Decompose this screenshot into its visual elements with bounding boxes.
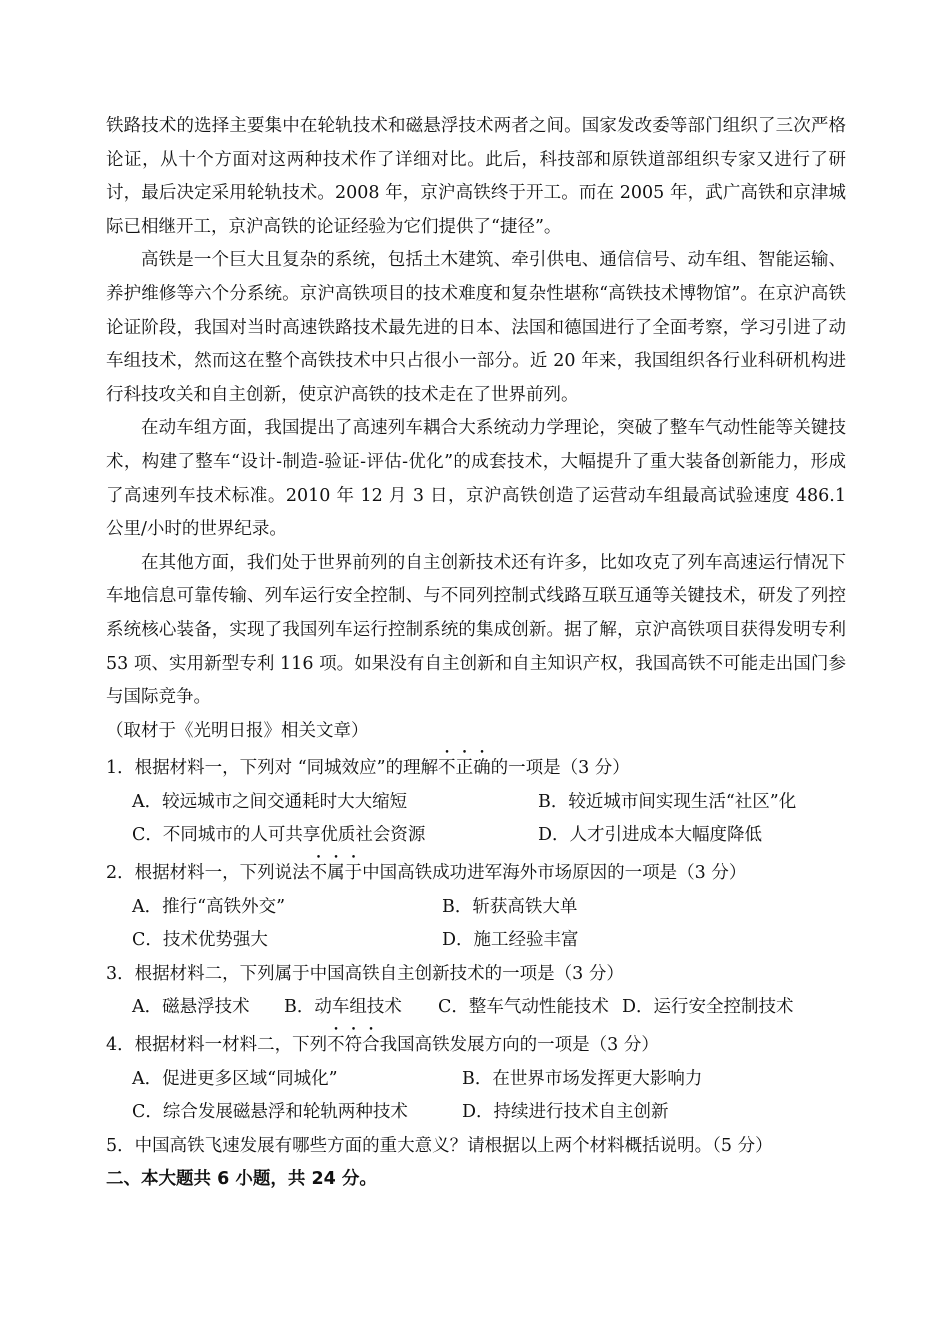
question-1-options bbox=[106, 786, 846, 853]
question-2-stem bbox=[106, 853, 846, 891]
question-3-option-a[interactable]: A．磁悬浮技术 bbox=[132, 997, 250, 1018]
question-2 bbox=[106, 853, 846, 958]
question-1-option-b[interactable]: B．较近城市间实现生活“社区”化 bbox=[538, 791, 797, 812]
question-2-emphasis: 不属于 bbox=[309, 863, 363, 884]
question-3 bbox=[106, 958, 846, 1025]
question-3-stem: 3．根据材料二，下列属于中国高铁自主创新技术的一项是（3 分） bbox=[106, 963, 624, 984]
question-5 bbox=[106, 1130, 846, 1164]
question-2-option-a[interactable]: A．推行“高铁外交” bbox=[132, 896, 286, 917]
question-2-stem-text: 2．根据材料一，下列说法 bbox=[106, 863, 310, 884]
question-2-options bbox=[106, 891, 846, 958]
question-3-option-c[interactable]: C．整车气动性能技术 bbox=[438, 997, 609, 1018]
question-4 bbox=[106, 1025, 846, 1130]
source-citation: （取材于《光明日报》相关文章） bbox=[106, 720, 369, 741]
section-2-heading: 二、本大题共 6 小题，共 24 分。 bbox=[106, 1169, 377, 1190]
question-4-option-d[interactable]: D．持续进行技术自主创新 bbox=[462, 1102, 669, 1123]
passage-paragraph-2: 高铁是一个巨大且复杂的系统，包括土木建筑、牵引供电、通信信号、动车组、智能运输、养护维修等六个分系统。京沪高铁项目的技术难度和复杂性堪称“高铁技术博物馆”。在京沪高铁论证阶段，我国对当时高速铁路技术最先进的日本、法国和德国进行了全面考察，学习引进了动车组技术，然而这在整个高铁技术中只占很小一部分。近 20 年来，我国组织各行业科研机构进行科技攻关和自主创新，使京沪高铁的技术走在了世界前列。 bbox=[106, 250, 846, 405]
question-4-stem-end: 我国高铁发展方向的一项是（3 分） bbox=[379, 1035, 659, 1056]
question-5-stem: 5．中国高铁飞速发展有哪些方面的重大意义？请根据以上两个材料概括说明。（5 分） bbox=[106, 1135, 773, 1156]
question-1-stem-text: 1．根据材料一，下列对 “同城效应”的理解 bbox=[106, 758, 439, 779]
question-2-stem-end: 中国高铁成功进军海外市场原因的一项是（3 分） bbox=[362, 863, 747, 884]
question-2-option-b[interactable]: B．斩获高铁大单 bbox=[442, 896, 578, 917]
question-1-option-d[interactable]: D．人才引进成本大幅度降低 bbox=[538, 825, 763, 846]
question-4-emphasis: 不符合 bbox=[327, 1035, 380, 1056]
question-1-emphasis: 不正确 bbox=[438, 758, 491, 779]
question-4-stem-text: 4．根据材料一材料二，下列 bbox=[106, 1035, 328, 1056]
question-4-option-b[interactable]: B．在世界市场发挥更大影响力 bbox=[462, 1068, 703, 1089]
question-1-option-a[interactable]: A．较远城市之间交通耗时大大缩短 bbox=[132, 791, 408, 812]
question-3-options bbox=[106, 991, 846, 1025]
passage-paragraph-1: 铁路技术的选择主要集中在轮轨技术和磁悬浮技术两者之间。国家发改委等部门组织了三次严格论证，从十个方面对这两种技术作了详细对比。此后，科技部和原铁道部组织专家又进行了研讨，最后决定采用轮轨技术。2008 年，京沪高铁终于开工。而在 2005 年，武广高铁和京津城际已相继开工，京沪高铁的论证经验为它们提供了“捷径”。 bbox=[106, 116, 846, 237]
question-2-option-d[interactable]: D．施工经验丰富 bbox=[442, 930, 579, 951]
question-4-option-a[interactable]: A．促进更多区域“同城化” bbox=[132, 1068, 338, 1089]
question-4-stem bbox=[106, 1025, 846, 1063]
question-2-option-c[interactable]: C．技术优势强大 bbox=[132, 930, 268, 951]
question-1-stem-end: 的一项是（3 分） bbox=[490, 758, 630, 779]
question-3-option-d[interactable]: D．运行安全控制技术 bbox=[622, 997, 794, 1018]
question-1-stem bbox=[106, 748, 846, 786]
question-3-option-b[interactable]: B．动车组技术 bbox=[284, 997, 402, 1018]
question-4-options bbox=[106, 1063, 846, 1130]
question-1-option-c[interactable]: C．不同城市的人可共享优质社会资源 bbox=[132, 825, 426, 846]
question-4-option-c[interactable]: C．综合发展磁悬浮和轮轨两种技术 bbox=[132, 1102, 408, 1123]
exam-page bbox=[106, 110, 846, 1197]
passage-paragraph-4: 在其他方面，我们处于世界前列的自主创新技术还有许多，比如攻克了列车高速运行情况下车地信息可靠传输、列车运行安全控制、与不同列控制式线路互联互通等关键技术，研发了列控系统核心装备，实现了我国列车运行控制系统的集成创新。据了解，京沪高铁项目获得发明专利 53 项、实用新型专利 116 项。如果没有自主创新和自主知识产权，我国高铁不可能走出国门参与国际竞争。 bbox=[106, 552, 846, 708]
question-1 bbox=[106, 748, 846, 853]
passage-paragraph-3: 在动车组方面，我国提出了高速列车耦合大系统动力学理论，突破了整车气动性能等关键技术，构建了整车“设计-制造-验证-评估-优化”的成套技术，大幅提升了重大装备创新能力，形成了高速列车技术标准。2010 年 12 月 3 日，京沪高铁创造了运营动车组最高试验速度 486.1 公里/小时的世界纪录。 bbox=[106, 418, 846, 540]
